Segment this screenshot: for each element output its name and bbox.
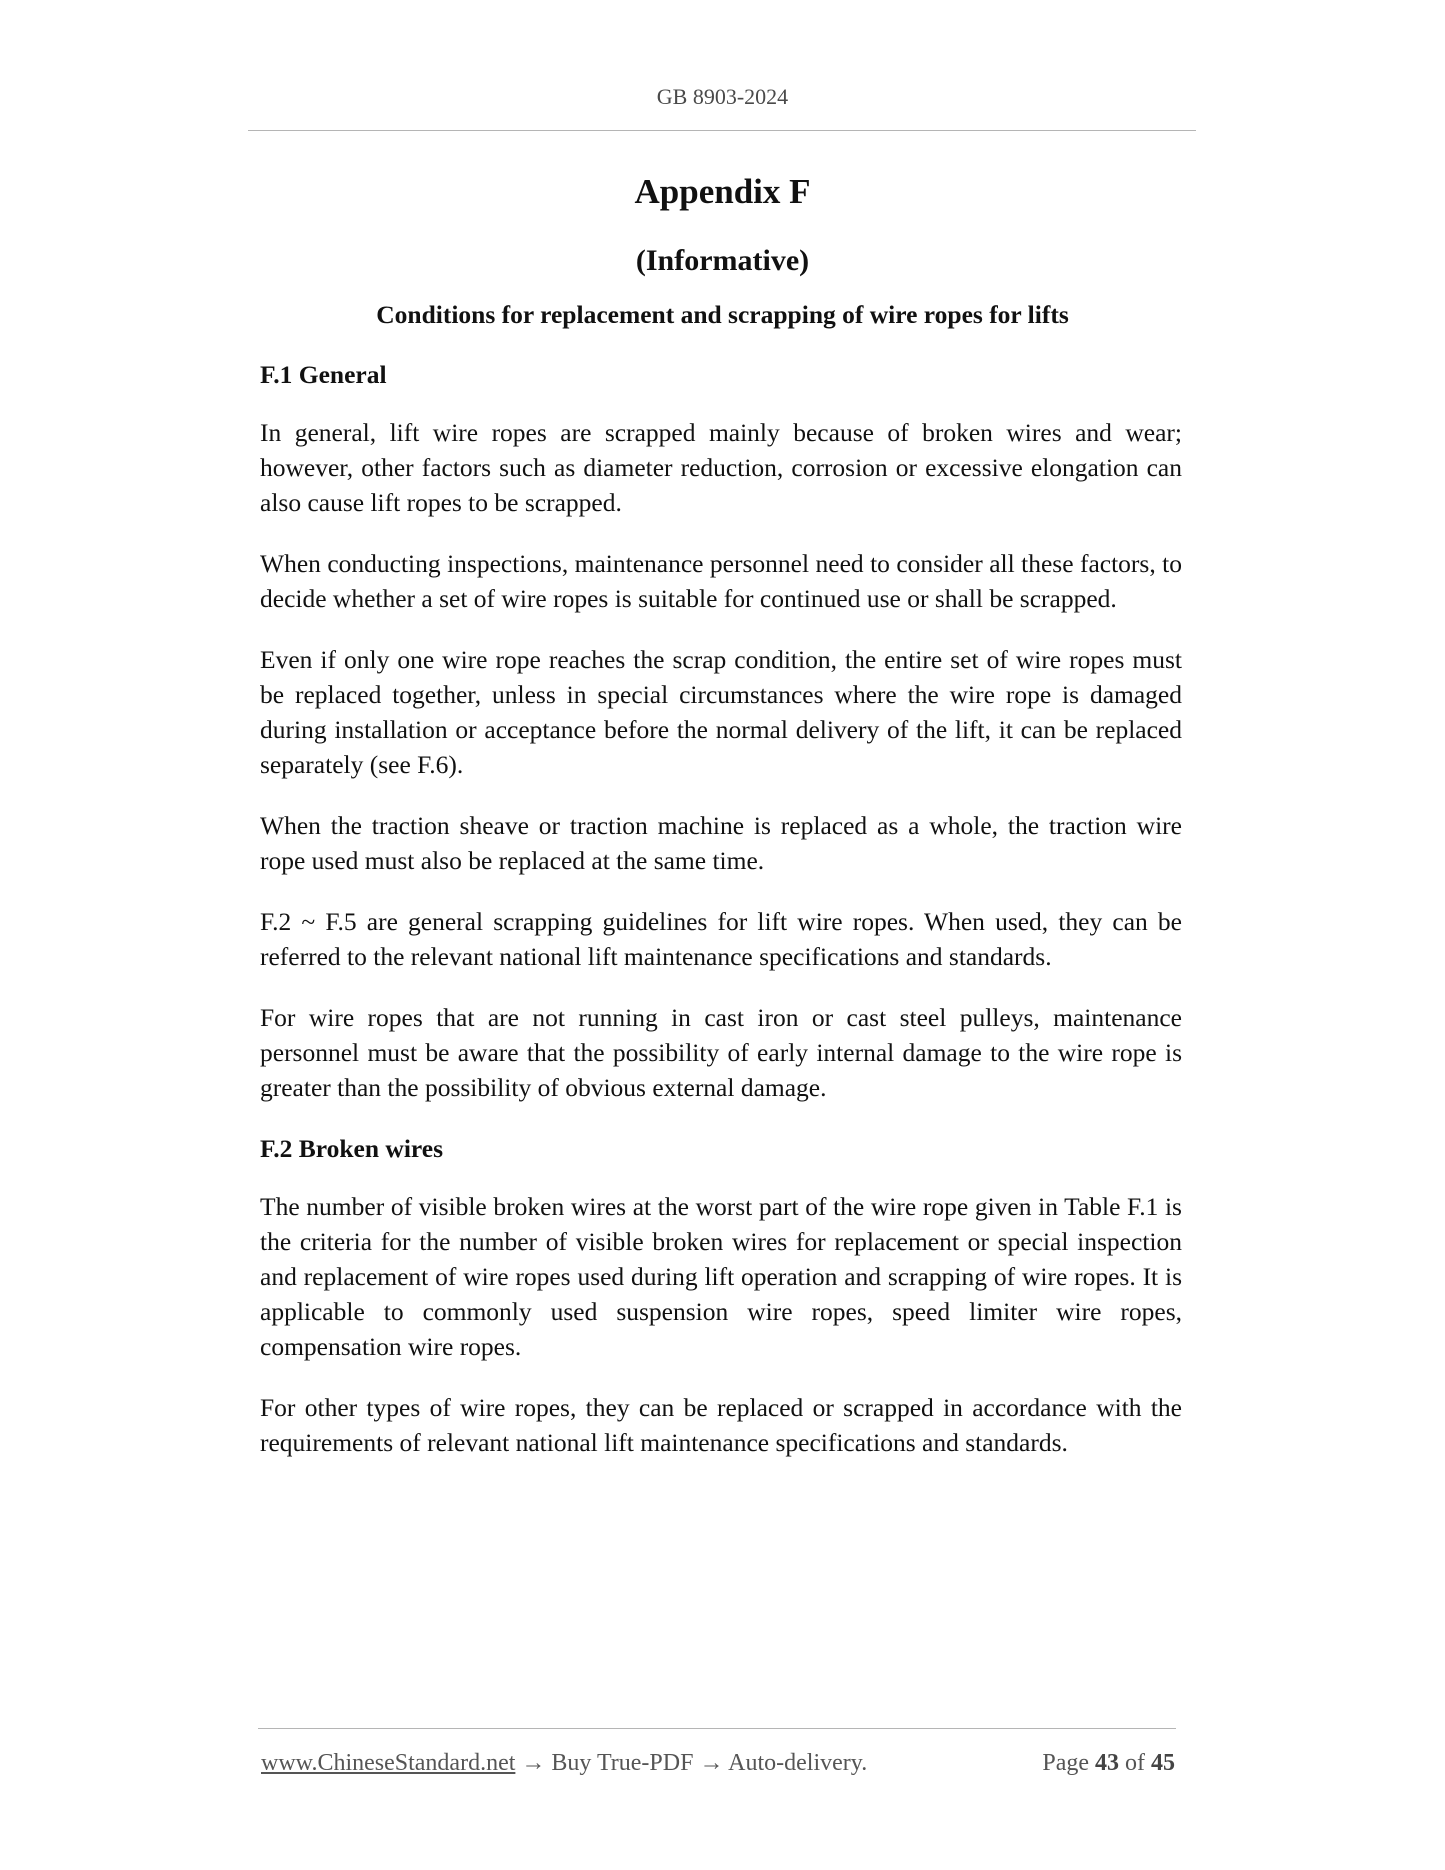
footer-divider	[258, 1728, 1176, 1729]
paragraph: When the traction sheave or traction machine is replaced as a whole, the traction wire rope used must also be replaced at the same time.	[260, 811, 1182, 875]
page-label: Page	[1042, 1750, 1089, 1776]
paragraph: For wire ropes that are not running in cast iron or cast steel pulleys, maintenance personnel must be aware that the possibility of early internal damage to the wire rope is greater than the possibility of obvious external damage.	[260, 1003, 1182, 1102]
buy-true-pdf-text: Buy True-PDF	[551, 1750, 694, 1776]
section-heading-f2: F.2 Broken wires	[260, 1134, 444, 1163]
arrow-right-icon: →	[521, 1750, 546, 1776]
paragraph: F.2 ~ F.5 are general scrapping guidelines for lift wire ropes. When used, they can be referred to the relevant national lift maintenance specifications and standards.	[260, 907, 1182, 971]
website-link[interactable]: www.ChineseStandard.net	[261, 1750, 516, 1776]
page-total: 45	[1151, 1750, 1175, 1776]
arrow-right-icon: →	[699, 1750, 724, 1776]
paragraph: Even if only one wire rope reaches the scrap condition, the entire set of wire ropes must be replaced together, unless in special circumstances where the wire rope is damaged during installation or acceptance before the normal delivery of the lift, it can be replaced separately (see F.6).	[260, 645, 1182, 779]
document-id-header: GB 8903-2024	[656, 84, 789, 109]
auto-delivery-text: Auto-delivery.	[728, 1750, 868, 1776]
of-label: of	[1125, 1750, 1145, 1776]
appendix-type: (Informative)	[635, 244, 810, 277]
section-heading-f1: F.1 General	[260, 360, 387, 389]
document-body	[260, 357, 1182, 1486]
appendix-title: Appendix F	[634, 172, 811, 211]
appendix-subtitle: Conditions for replacement and scrapping of wire ropes for lifts	[376, 300, 1069, 329]
footer-promo	[261, 1750, 867, 1777]
page-indicator	[1042, 1750, 1175, 1777]
paragraph: The number of visible broken wires at the worst part of the wire rope given in Table F.1 is the criteria for the number of visible broken wires for replacement or special inspection and replacement of wire ropes used during lift operation and scrapping of wire ropes. It is applicable to commonly used suspension wire ropes, speed limiter wire ropes, compensation wire ropes.	[260, 1192, 1182, 1361]
header-divider	[248, 130, 1196, 131]
page-current: 43	[1095, 1750, 1119, 1776]
paragraph: For other types of wire ropes, they can be replaced or scrapped in accordance with the requirements of relevant national lift maintenance specifications and standards.	[260, 1393, 1182, 1457]
paragraph: In general, lift wire ropes are scrapped mainly because of broken wires and wear; however, other factors such as diameter reduction, corrosion or excessive elongation can also cause lift ropes to be scrapped.	[260, 418, 1182, 517]
paragraph: When conducting inspections, maintenance personnel need to consider all these factors, to decide whether a set of wire ropes is suitable for continued use or shall be scrapped.	[260, 549, 1182, 613]
